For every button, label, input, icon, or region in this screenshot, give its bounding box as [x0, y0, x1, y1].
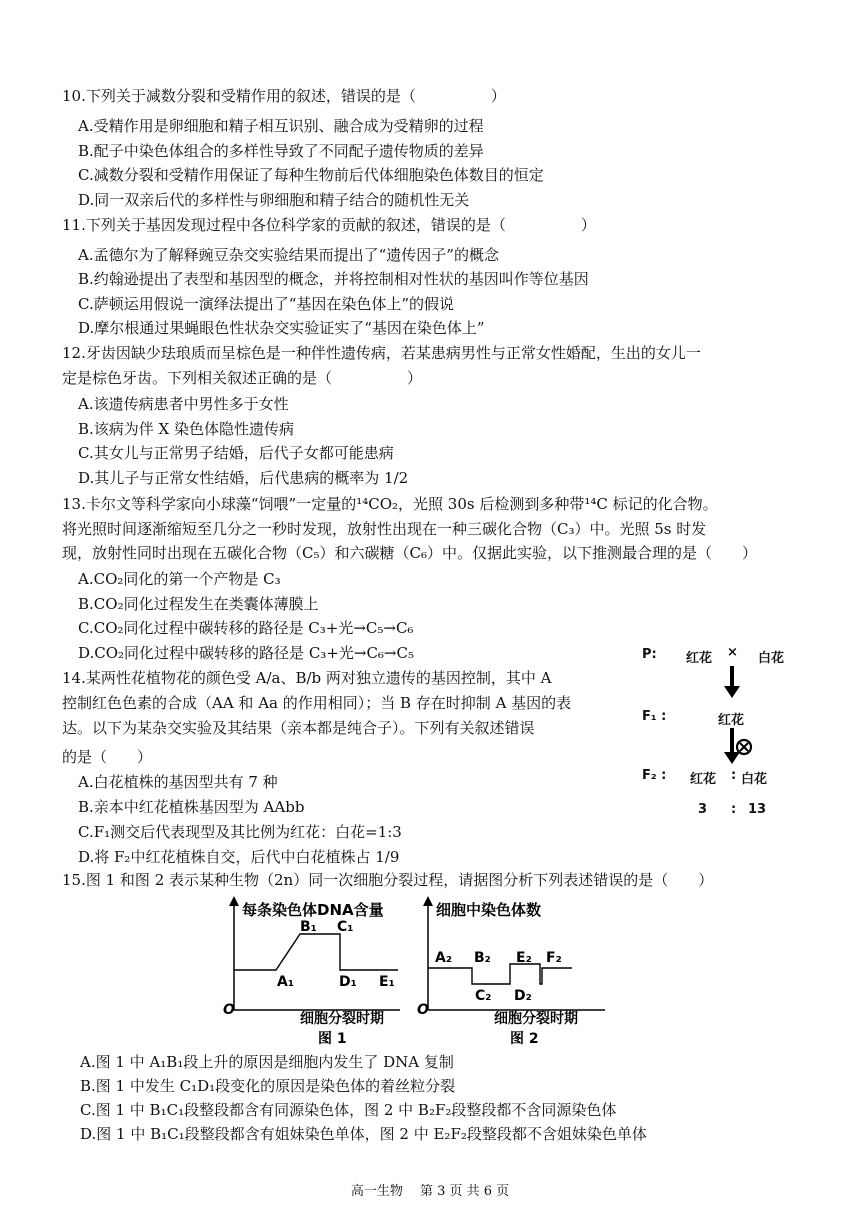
cross-arrows [700, 660, 770, 770]
q14-option-a: A.白花植株的基因型共有 7 种 [78, 773, 278, 791]
cross-p-label: P: [642, 647, 657, 662]
q13-option-d: D.CO₂同化过程中碳转移的路径是 C₃+光→C₆→C₅ [78, 644, 414, 662]
fig1-y-arrow [229, 896, 239, 906]
fig1-x-label: 细胞分裂时期 [300, 1011, 384, 1027]
q12-stem-line1: 12.牙齿因缺少珐琅质而呈棕色是一种伴性遗传病，若某患病男性与正常女性婚配，生出的女儿一 [62, 344, 701, 362]
q13-stem-line1: 13.卡尔文等科学家向小球藻“饲喂”一定量的¹⁴CO₂，光照 30s 后检测到多种带¹⁴C 标记的化合物。 [62, 495, 718, 513]
q12-stem-line2: 定是棕色牙齿。下列相关叙述正确的是（ ） [62, 369, 423, 387]
q15-option-b: B.图 1 中发生 C₁D₁段变化的原因是染色体的着丝粒分裂 [80, 1077, 456, 1095]
fig2-point-f: F₂ [546, 950, 562, 966]
fig2-point-c: C₂ [475, 988, 492, 1004]
q11-stem: 11.下列关于基因发现过程中各位科学家的贡献的叙述，错误的是（ ） [62, 216, 596, 234]
fig1-y-label: 每条染色体DNA含量 [242, 901, 384, 919]
fig2-y-label: 细胞中染色体数 [436, 901, 542, 919]
fig1-curve [234, 934, 398, 970]
fig2-point-a: A₂ [435, 950, 452, 966]
fig2-point-b: B₂ [474, 950, 491, 966]
q14-option-d: D.将 F₂中红花植株自交，后代中白花植株占 1/9 [78, 848, 400, 866]
fig2-x-label: 细胞分裂时期 [494, 1011, 578, 1027]
q10-stem: 10.下列关于减数分裂和受精作用的叙述，错误的是（ ） [62, 87, 506, 105]
q10-option-b: B.配子中染色体组合的多样性导致了不同配子遗传物质的差异 [78, 142, 484, 160]
q15-option-d: D.图 1 中 B₁C₁段整段都含有姐妹染色单体，图 2 中 E₂F₂段整段都不含姐妹染色单体 [80, 1125, 647, 1143]
page-footer: 高一生物 第 3 页 共 6 页 [350, 1184, 510, 1199]
cross-f2-white: 白花 [741, 772, 768, 787]
q13-stem-line3: 现，放射性同时出现在五碳化合物（C₅）和六碳糖（C₆）中。仅据此实验，以下推测最合理的是（ ） [62, 544, 757, 562]
fig2-point-d: D₂ [514, 988, 532, 1004]
q11-option-a: A.孟德尔为了解释豌豆杂交实验结果而提出了“遗传因子”的概念 [78, 246, 499, 264]
q11-option-c: C.萨顿运用假说一演绎法提出了“基因在染色体上”的假说 [78, 295, 455, 313]
figure-1 [223, 896, 400, 1047]
cross-f2-label: F₂ : [642, 768, 667, 783]
cross-p-times: × [727, 645, 738, 660]
q15-stem: 15.图 1 和图 2 表示某种生物（2n）同一次细胞分裂过程，请据图分析下列表述错误的是（ ） [62, 871, 714, 889]
q12-option-d: D.其儿子与正常女性结婚，后代患病的概率为 1/2 [78, 469, 409, 487]
q12-option-a: A.该遗传病患者中男性多于女性 [78, 395, 289, 413]
fig1-point-d: D₁ [339, 974, 357, 990]
fig2-point-e: E₂ [516, 950, 532, 966]
q10-option-a: A.受精作用是卵细胞和精子相互识别、融合成为受精卵的过程 [78, 117, 484, 135]
fig2-y-arrow [423, 896, 433, 906]
cross-f2-colon: : [731, 768, 737, 783]
arrow-down-icon [724, 666, 740, 698]
fig1-origin: O [223, 1002, 235, 1018]
q13-option-b: B.CO₂同化过程发生在类囊体薄膜上 [78, 595, 319, 613]
q15-figures [210, 890, 630, 1050]
fig1-point-b: B₁ [300, 919, 317, 935]
fig1-point-a: A₁ [277, 974, 294, 990]
figure-2 [417, 896, 605, 1047]
cross-f2-red: 红花 [690, 772, 717, 787]
cross-ratio-colon: : [731, 802, 737, 817]
q13-option-a: A.CO₂同化的第一个产物是 C₃ [78, 570, 281, 588]
q12-option-b: B.该病为伴 X 染色体隐性遗传病 [78, 420, 295, 438]
q14-option-c: C.F₁测交后代表现型及其比例为红花：白花=1:3 [78, 823, 402, 841]
q11-option-b: B.约翰逊提出了表型和基因型的概念，并将控制相对性状的基因叫作等位基因 [78, 270, 589, 288]
fig1-caption: 图 1 [318, 1031, 347, 1047]
q14-stem-line1: 14.某两性花植物花的颜色受 A/a、B/b 两对独立遗传的基因控制，其中 A [62, 669, 552, 687]
q10-option-d: D.同一双亲后代的多样性与卵细胞和精子结合的随机性无关 [78, 191, 470, 209]
cross-f1-value: 红花 [718, 713, 745, 728]
selfing-icon [737, 740, 751, 754]
fig1-point-c: C₁ [337, 919, 354, 935]
q10-option-c: C.减数分裂和受精作用保证了每种生物前后代体细胞染色体数目的恒定 [78, 166, 544, 184]
cross-p-red: 红花 [686, 651, 713, 666]
q11-option-d: D.摩尔根通过果蝇眼色性状杂交实验证实了“基因在染色体上” [78, 319, 485, 337]
q13-stem-line2: 将光照时间逐渐缩短至几分之一秒时发现，放射性出现在一种三碳化合物（C₃）中。光照 5s 时发 [62, 520, 707, 538]
fig2-origin: O [417, 1002, 429, 1018]
q15-option-c: C.图 1 中 B₁C₁段整段都含有同源染色体，图 2 中 B₂F₂段整段都不含同源染色体 [80, 1101, 617, 1119]
cross-f1-label: F₁ : [642, 709, 667, 724]
q15-option-a: A.图 1 中 A₁B₁段上升的原因是细胞内发生了 DNA 复制 [80, 1053, 454, 1071]
q13-option-c: C.CO₂同化过程中碳转移的路径是 C₃+光→C₅→C₆ [78, 619, 414, 637]
cross-ratio-red: 3 [698, 802, 708, 817]
fig1-point-e: E₁ [379, 974, 395, 990]
fig2-curve [428, 964, 572, 984]
fig2-caption: 图 2 [510, 1031, 539, 1047]
cross-ratio-white: 13 [748, 802, 767, 817]
q14-stem-line4: 的是（ ） [62, 748, 153, 766]
q14-stem-line2: 控制红色色素的合成（AA 和 Aa 的作用相同）；当 B 存在时抑制 A 基因的表 [62, 694, 572, 712]
q12-option-c: C.其女儿与正常男子结婚，后代子女都可能患病 [78, 444, 394, 462]
q14-option-b: B.亲本中红花植株基因型为 AAbb [78, 798, 305, 816]
q14-stem-line3: 达。以下为某杂交实验及其结果（亲本都是纯合子）。下列有关叙述错误 [62, 719, 535, 737]
cross-p-white: 白花 [758, 651, 785, 666]
